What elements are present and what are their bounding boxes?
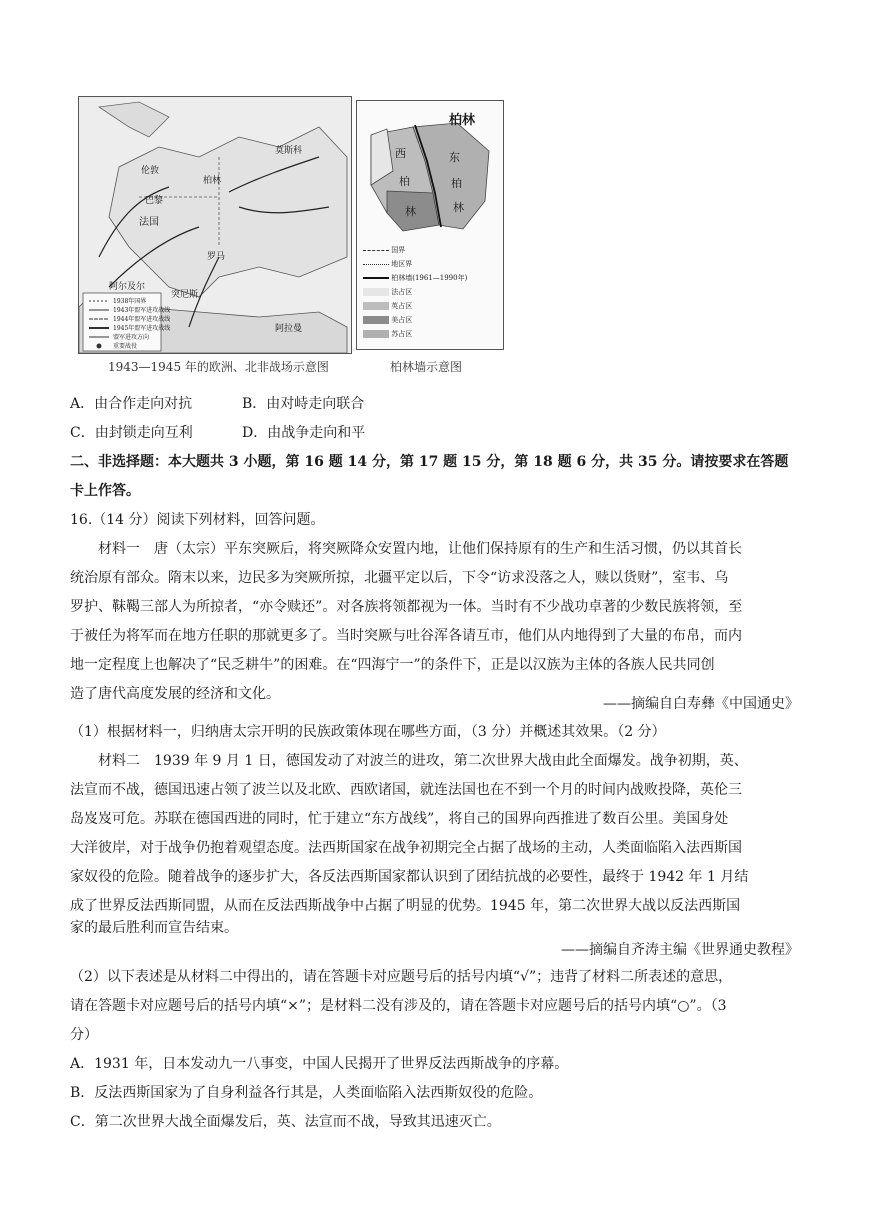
- material-2-line: 家奴役的危险。随着战争的逐步扩大，各反法西斯国家都认识到了团结抗战的必要性，最终于 1942 年 1 月结: [70, 869, 749, 885]
- sub-question-2: 分）: [70, 1027, 98, 1043]
- material-2-line: 材料二 1939 年 9 月 1 日，德国发动了对波兰的进攻，第二次世界大战由此全面爆发。战争初期，英、: [98, 753, 748, 769]
- map-label: 法国: [139, 217, 159, 228]
- material-1-line: 材料一 唐（太宗）平东突厥后，将突厥降众安置内地，让他们保持原有的生产和生活习惯，仍以其首长: [98, 541, 742, 557]
- map-caption: 1943—1945 年的欧洲、北非战场示意图: [108, 360, 329, 374]
- map-legend-item: 盟军进攻方向: [113, 334, 150, 341]
- map-label: 突尼斯: [171, 290, 199, 300]
- map-label: 伦敦: [141, 166, 160, 176]
- section-heading: 二、非选择题：本大题共 3 小题，第 16 题 14 分，第 17 题 15 分，第 18 题 6 分，共 35 分。请按要求在答题: [70, 454, 789, 470]
- statement-b: B．反法西斯国家为了自身利益各行其是，人类面临陷入法西斯奴役的危险。: [70, 1085, 543, 1101]
- material-2-line: 成了世界反法西斯同盟，从而在反法西斯战争中占据了明显的优势。1945 年，第二次世界大战以反法西斯国: [70, 898, 741, 914]
- map-label: 巴黎: [145, 196, 164, 206]
- statement-a: A．1931 年，日本发动九一八事变，中国人民揭开了世界反法西斯战争的序幕。: [70, 1056, 569, 1072]
- europe-map: [78, 96, 352, 354]
- material-1-line: 地一定程度上也解决了“民乏耕牛”的困难。在“四海宁一”的条件下，正是以汉族为主体的各族人民共同创: [70, 657, 715, 673]
- map-label: 阿拉曼: [275, 324, 303, 334]
- berlin-caption: 柏林墙示意图: [390, 360, 463, 374]
- map-label: 罗马: [207, 252, 226, 262]
- section-heading-cont: 卡上作答。: [70, 483, 140, 499]
- material-1-line: 统治原有部众。隋末以来，边民多为突厥所掠，北疆平定以后，下令“访求没落之人，赎以货财”，室韦、乌: [70, 570, 729, 586]
- option-row: [70, 419, 366, 448]
- berlin-legend-item: 地区界: [391, 260, 413, 268]
- berlin-legend: [363, 243, 467, 341]
- berlin-legend-item: 美占区: [391, 316, 413, 324]
- berlin-label: 林: [405, 205, 416, 218]
- option-row: [70, 390, 365, 419]
- material-1-line: 罗护、靺鞨三部人为所掠者，“亦令赎还”。对各族将领都视为一体。当时有不少战功卓著的少数民族将领，至: [70, 599, 743, 615]
- material-2-line: 法宣而不战，德国迅速占领了波兰以及北欧、西欧诸国，就连法国也在不到一个月的时间内战败投降，英伦三: [70, 782, 742, 798]
- berlin-label: 柏: [451, 177, 462, 190]
- material-1-source: ——摘编自白寿彝《中国通史》: [603, 696, 799, 712]
- map-legend-item: 重要战役: [113, 343, 138, 350]
- figure-row: [78, 96, 508, 388]
- map-legend-item: 1945年盟军进攻战线: [113, 325, 171, 332]
- berlin-map: [356, 100, 504, 350]
- map-label: 莫斯科: [275, 146, 303, 156]
- berlin-label: 林: [453, 201, 464, 214]
- map-legend: [113, 297, 170, 351]
- sub-question-1: （1）根据材料一，归纳唐太宗开明的民族政策体现在哪些方面，（3 分）并概述其效果。（2 分）: [70, 724, 666, 740]
- material-2-line: 岛岌岌可危。苏联在德国西进的同时，忙于建立“东方战线”，将自己的国界向西推进了数百公里。美国身处: [70, 811, 729, 827]
- material-1-line: 造了唐代高度发展的经济和文化。: [70, 686, 280, 702]
- map-label: 阿尔及尔: [109, 282, 146, 292]
- option-b: B．由对峙走向联合: [242, 396, 365, 412]
- material-2-line: 家的最后胜利而宣告结束。: [70, 920, 238, 936]
- map-legend-item: 1938年国界: [113, 298, 147, 305]
- option-c: C．由封锁走向互利: [70, 425, 193, 441]
- option-a: A．由合作走向对抗: [70, 396, 193, 412]
- berlin-legend-item: 英占区: [391, 302, 413, 310]
- berlin-legend-item: 国界: [391, 246, 406, 254]
- berlin-title: 柏林: [449, 113, 476, 128]
- berlin-legend-item: 法占区: [391, 288, 413, 296]
- statement-c: C．第二次世界大战全面爆发后，英、法宣而不战，导致其迅速灭亡。: [70, 1114, 501, 1130]
- map-label: 柏林: [203, 176, 222, 186]
- map-legend-item: 1943年盟军进攻战线: [113, 307, 171, 314]
- material-1-line: 于被任为将军而在地方任职的那就更多了。当时突厥与吐谷浑各请互市，他们从内地得到了大量的布帛，而内: [70, 628, 742, 644]
- map-legend-item: 1944年盟军进攻战线: [113, 316, 171, 323]
- berlin-legend-item: 苏占区: [391, 330, 413, 338]
- berlin-label: 柏: [399, 175, 410, 188]
- material-2-source: ——摘编自齐涛主编《世界通史教程》: [561, 942, 799, 958]
- material-2-line: 大洋彼岸，对于战争仍抱着观望态度。法西斯国家在战争初期完全占据了战场的主动，人类面临陷入法西斯国: [70, 840, 742, 856]
- sub-question-2: 请在答题卡对应题号后的括号内填“×”；是材料二没有涉及的，请在答题卡对应题号后的括号内填“○”。（3: [70, 998, 727, 1014]
- question-stem: 16.（14 分）阅读下列材料，回答问题。: [70, 512, 325, 528]
- berlin-label: 西: [395, 147, 406, 160]
- sub-question-2: （2）以下表述是从材料二中得出的，请在答题卡对应题号后的括号内填“√”；违背了材料二所表述的意思，: [70, 969, 733, 985]
- option-d: D．由战争走向和平: [242, 425, 366, 441]
- berlin-label: 东: [449, 151, 460, 164]
- berlin-legend-item: 柏林墙(1961—1990年): [391, 274, 468, 282]
